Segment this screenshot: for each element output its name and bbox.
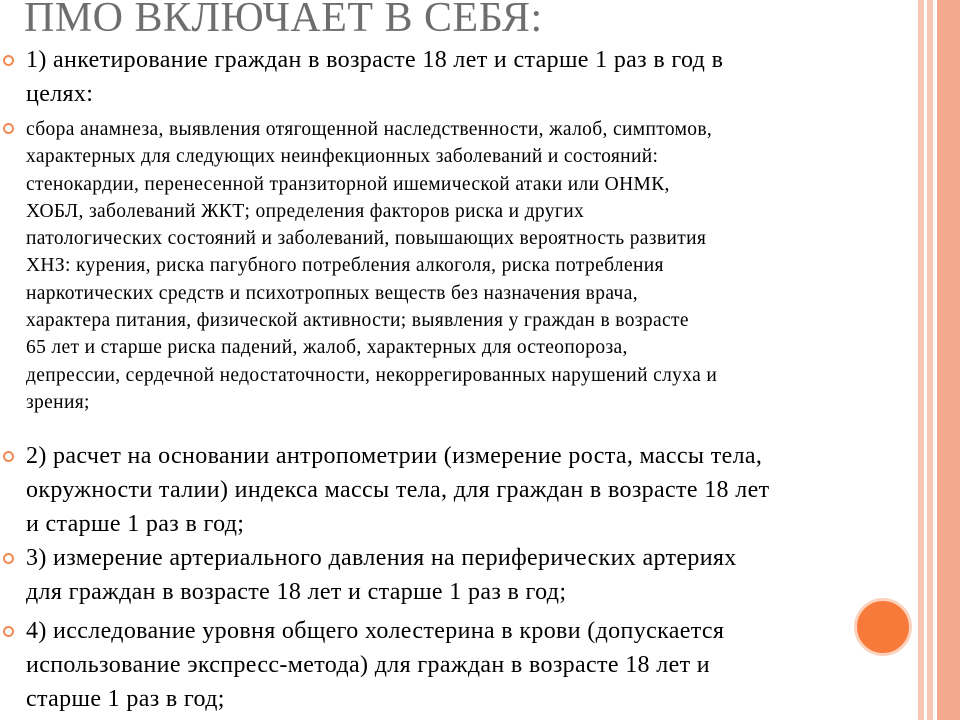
bullet-text-line: и старше 1 раз в год; xyxy=(26,511,245,537)
bullet-text-line: характерных для следующих неинфекционных заболеваний и состояний: xyxy=(26,146,659,168)
bullet-text-line: сбора анамнеза, выявления отягощенной наследственности, жалоб, симптомов, xyxy=(26,119,713,140)
bullet-text-line: старше 1 раз в год; xyxy=(26,686,225,712)
bullet-text-line: патологических состояний и заболеваний, повышающих вероятность развития xyxy=(26,228,707,250)
decorative-stripe-inner xyxy=(937,0,960,720)
bullet-marker-icon xyxy=(3,55,14,66)
decorative-stripe-line xyxy=(924,0,927,720)
bullet-item-anthropometry xyxy=(26,439,769,541)
bullet-text-line: зрения; xyxy=(26,391,90,413)
bullet-text-line: 3) измерение артериального давления на периферических артериях xyxy=(26,545,737,571)
bullet-marker-icon xyxy=(3,451,14,462)
bullet-text-line: для граждан в возрасте 18 лет и старше 1 раз в год; xyxy=(26,579,567,605)
bullet-text-line: 1) анкетирование граждан в возрасте 18 лет и старше 1 раз в год в xyxy=(26,47,724,73)
bullet-text-line: окружности талии) индекса массы тела, для граждан в возрасте 18 лет xyxy=(26,477,770,503)
slide-title: ПМО ВКЛЮЧАЕТ В СЕБЯ: xyxy=(24,0,543,41)
bullet-text-line: ХНЗ: курения, риска пагубного потребления алкоголя, риска потребления xyxy=(26,255,664,277)
bullet-text-line: ХОБЛ, заболеваний ЖКТ; определения факторов риска и других xyxy=(26,200,585,222)
bullet-marker-icon xyxy=(3,123,14,134)
bullet-text-line: целях: xyxy=(26,81,94,107)
bullet-text-line: 2) расчет на основании антропометрии (измерение роста, массы тела, xyxy=(26,443,763,469)
bullet-text-line: депрессии, сердечной недостаточности, некоррегированных нарушений слуха и xyxy=(26,364,718,386)
bullet-item-blood-pressure xyxy=(26,541,737,609)
bullet-item-questionnaire-goals xyxy=(26,116,717,416)
bullet-text-line: стенокардии, перенесенной транзиторной ишемической атаки или ОНМК, xyxy=(26,173,670,195)
bullet-text-line: наркотических средств и психотропных веществ без назначения врача, xyxy=(26,282,638,304)
decorative-orange-circle xyxy=(854,598,912,656)
bullet-text-line: использование экспресс-метода) для граждан в возрасте 18 лет и xyxy=(26,652,710,678)
bullet-text-line: характера питания, физической активности; выявления у граждан в возрасте xyxy=(26,310,689,332)
bullet-text-line: 4) исследование уровня общего холестерина в крови (допускается xyxy=(26,618,725,644)
bullet-marker-icon xyxy=(3,626,14,637)
bullet-item-questionnaire xyxy=(26,43,723,111)
bullet-marker-icon xyxy=(3,553,14,564)
bullet-item-cholesterol xyxy=(26,614,724,716)
bullet-text-line: 65 лет и старше риска падений, жалоб, характерных для остеопороза, xyxy=(26,337,628,359)
